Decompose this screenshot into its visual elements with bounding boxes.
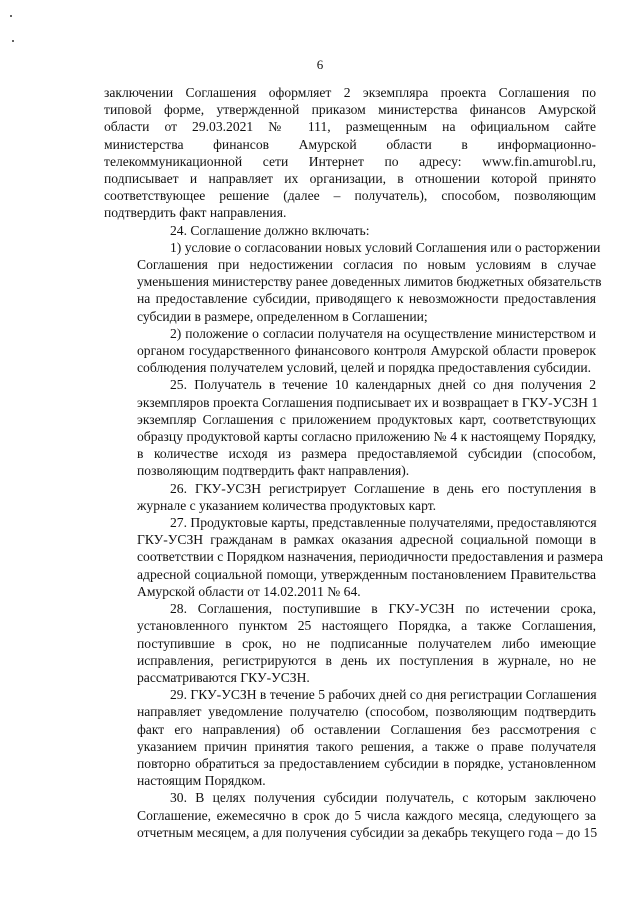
text-line: области от 29.03.2021 № 111, размещенным на официальном сайте <box>104 119 596 135</box>
paragraph <box>104 239 602 325</box>
text-line: настоящим Порядком. <box>137 773 266 789</box>
text-line: экземпляров проекта Соглашения подписывает их и возвращает в ГКУ-УСЗН 1 <box>137 394 599 410</box>
text-line: заключении Соглашения оформляет 2 экземпляра проекта Соглашения по <box>104 85 596 100</box>
paragraph <box>104 222 596 239</box>
text-line: рассматриваются ГКУ-УСЗН. <box>137 669 310 685</box>
paragraph <box>104 789 596 841</box>
text-line: отчетным месяцем, а для получения субсидии за декабрь текущего года – до 15 <box>137 824 598 840</box>
text-line: 26. ГКУ-УСЗН регистрирует Соглашение в день его поступления в <box>170 480 596 496</box>
text-line: в количестве исходя из размера предоставляемой субсидии (способом, <box>137 446 596 462</box>
text-line: 24. Соглашение должно включать: <box>170 222 370 238</box>
paragraph <box>104 686 596 789</box>
text-line: поступившие в срок, но не подписанные получателем либо имеющие <box>137 635 596 651</box>
text-line: Соглашение, ежемесячно в срок до 5 числа каждого месяца, следующего за <box>137 807 596 823</box>
paragraph <box>104 325 596 377</box>
text-line: экземпляр Соглашения с приложением продуктовых карт, соответствующих <box>137 411 596 427</box>
scan-speck <box>10 15 12 17</box>
paragraph <box>104 480 596 514</box>
text-line: органом государственного финансового контроля Амурской области проверок <box>137 343 596 359</box>
text-line: телекоммуникационной сети Интернет по адресу: www.fin.amurobl.ru, <box>104 153 596 169</box>
text-line: образцу продуктовой карты согласно приложению № 4 к настоящему Порядку, <box>137 429 596 445</box>
text-line: установленного пунктом 25 настоящего Порядка, а также Соглашения, <box>137 618 596 634</box>
text-line: на предоставление субсидии, приводящего к невозможности предоставления <box>137 291 596 307</box>
text-line: министерства финансов Амурской области в информационно- <box>104 136 596 152</box>
text-line: 27. Продуктовые карты, представленные получателями, предоставляются <box>170 515 597 531</box>
text-line: 30. В целях получения субсидии получатель, с которым заключено <box>170 790 596 806</box>
text-line: типовой форме, утвержденной приказом министерства финансов Амурской <box>104 102 596 118</box>
paragraph <box>104 376 599 479</box>
scan-speck <box>12 40 14 42</box>
text-line: соответствии с Порядком назначения, периодичности предоставления и размера <box>137 549 604 565</box>
text-line: подписывает и направляет их организации, в отношении которой принято <box>104 171 596 187</box>
text-line: 1) условие о согласовании новых условий Соглашения или о расторжении <box>170 239 601 255</box>
text-line: 25. Получатель в течение 10 календарных дней со дня получения 2 <box>170 377 596 393</box>
text-line: подтвердить факт направления. <box>104 205 287 221</box>
document-body <box>104 84 604 841</box>
text-line: соблюдения получателем условий, целей и порядка предоставления субсидии. <box>137 360 592 376</box>
text-line: 29. ГКУ-УСЗН в течение 5 рабочих дней со дня регистрации Соглашения <box>170 687 597 703</box>
text-line: Амурской области от 14.02.2011 № 64. <box>137 583 361 599</box>
text-line: позволяющим подтвердить факт направления). <box>137 463 410 479</box>
text-line: указанием причин принятия такого решения, а также о праве получателя <box>137 738 596 754</box>
paragraph <box>104 514 604 600</box>
text-line: направляет уведомление получателю (способом, позволяющим подтвердить <box>137 704 596 720</box>
text-line: адресной социальной помощи, утвержденным постановлением Правительства <box>137 566 596 582</box>
text-line: 2) положение о согласии получателя на осуществление министерством и <box>170 325 596 341</box>
text-line: факт его направления) об оставлении Соглашения без рассмотрения с <box>137 721 596 737</box>
paragraph <box>104 600 596 686</box>
text-line: Соглашения при недостижении согласия по новым условиям в случае <box>137 257 596 273</box>
text-line: журнале с указанием количества продуктовых карт. <box>137 497 437 513</box>
text-line: уменьшения министерству ранее доведенных лимитов бюджетных обязательств <box>137 274 602 290</box>
text-line: повторно обратиться за предоставлением субсидии в порядке, установленном <box>137 755 596 771</box>
text-line: 28. Соглашения, поступившие в ГКУ-УСЗН по истечении срока, <box>170 601 596 617</box>
text-line: исправления, регистрируются в день их поступления в журнале, но не <box>137 652 596 668</box>
text-line: ГКУ-УСЗН гражданам в рамках оказания адресной социальной помощи в <box>137 532 596 548</box>
paragraph <box>104 84 596 222</box>
page-number: 6 <box>316 57 324 72</box>
text-line: соответствующее решение (далее – получатель), способом, позволяющим <box>104 188 596 204</box>
text-line: субсидии в размере, определенном в Соглашении; <box>137 308 428 324</box>
